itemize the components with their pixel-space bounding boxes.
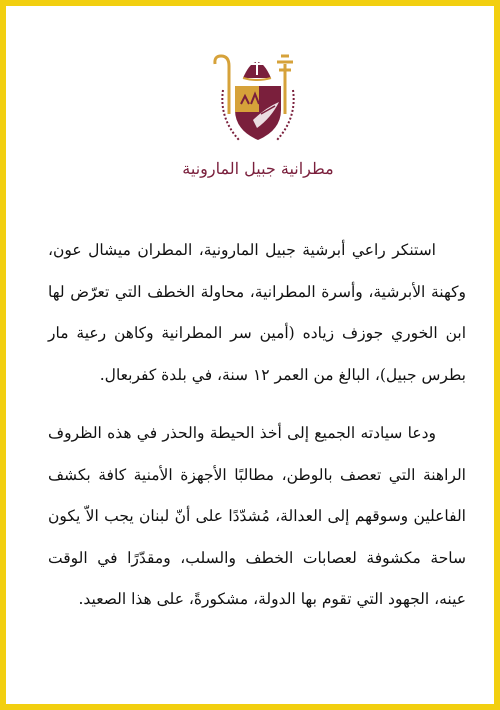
crozier-icon (215, 56, 229, 114)
statement-paragraph: ودعا سيادته الجميع إلى أخذ الحيطة والحذر في هذه الظروف الراهنة التي تعصف بالوطن، مطالبًا الأجهزة الأمنية كافة بكشف الفاعلين وسوقهم إلى العدالة، مُشدّدًا على أنّ لبنان يجب الاّ يكون ساحة مكشوفة لعصابات الخطف والسلب، ومقدّرًا في الوقت عينه، الجهود التي تقوم بها الدولة، مشكورةً، على هذا الصعيد. (48, 424, 466, 608)
shield-emblem (235, 86, 281, 140)
statement-body (48, 230, 466, 638)
statement-paragraph: استنكر راعي أبرشية جبيل المارونية، المطران ميشال عون، وكهنة الأبرشية، وأسرة المطرانية، محاولة الخطف التي تعرّض لها ابن الخوري جوزف زياده (أمين سر المطرانية وكاهن رعية مار بطرس جبيل)، البالغ من العمر ١٢ سنة، في بلدة كفربعال. (48, 241, 466, 384)
mitre-icon (243, 55, 271, 80)
eparchy-name: مطرانية جبيل المارونية (182, 159, 334, 178)
eparchy-logo (205, 44, 311, 156)
